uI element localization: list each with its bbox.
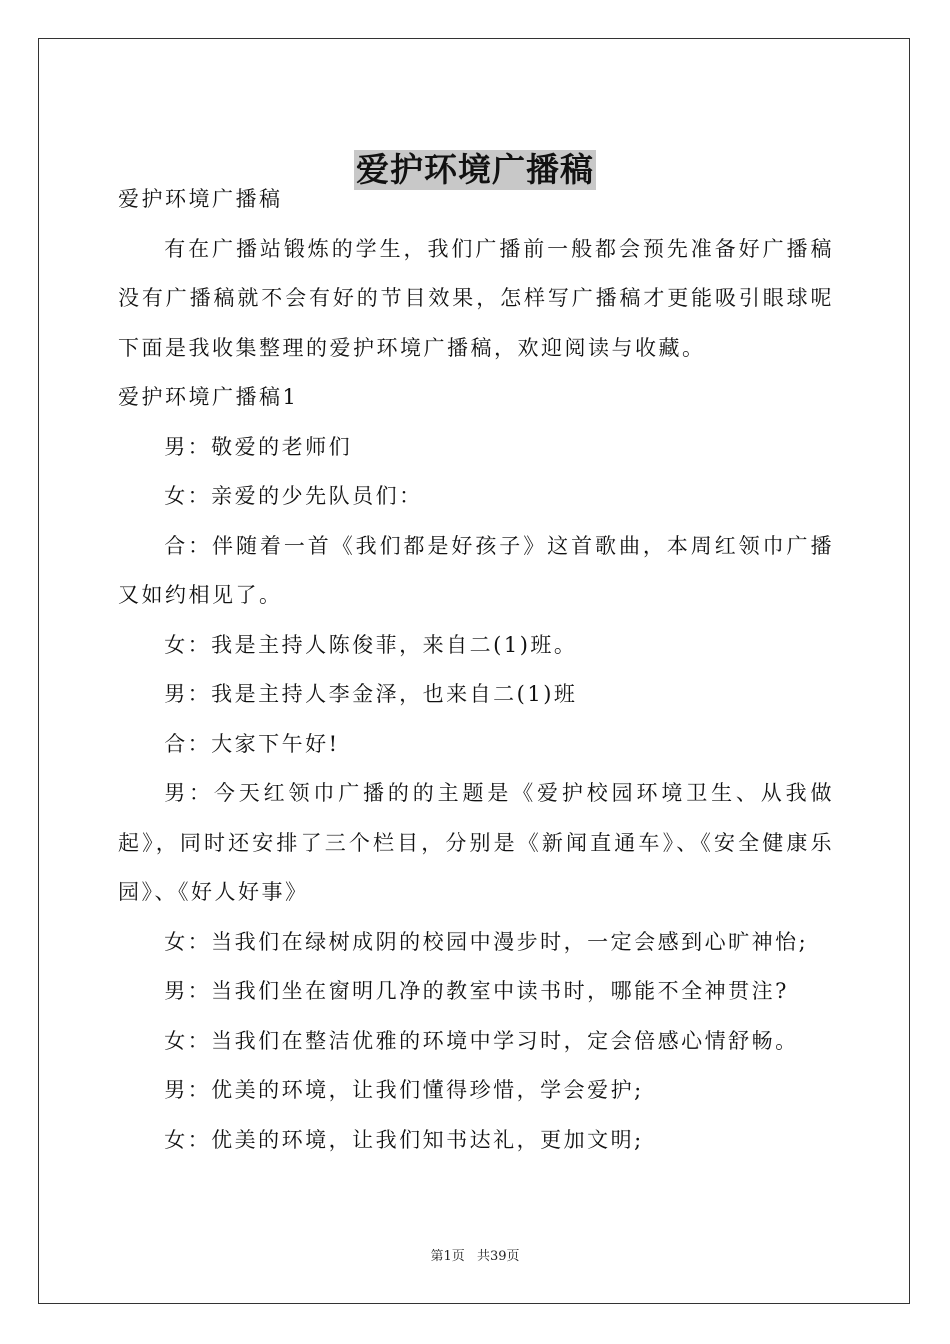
paragraph: 爱护环境广播稿 [118, 187, 283, 211]
paragraph: 男：今天红领巾广播的的主题是《爱护校园环境卫生、从我做起》，同时还安排了三个栏目，分别是《新闻直通车》、《安全健康乐园》、《好人好事》 [118, 781, 834, 904]
paragraph: 男：我是主持人李金泽，也来自二(1)班 [164, 682, 578, 706]
paragraph: 有在广播站锻炼的学生，我们广播前一般都会预先准备好广播稿没有广播稿就不会有好的节目效果，怎样写广播稿才更能吸引眼球呢下面是我收集整理的爱护环境广播稿，欢迎阅读与收藏。 [118, 236, 834, 360]
paragraph: 合：伴随着一首《我们都是好孩子》这首歌曲，本周红领巾广播又如约相见了。 [118, 533, 834, 607]
paragraph: 男：优美的环境，让我们懂得珍惜，学会爱护; [164, 1078, 644, 1102]
paragraph: 女：当我们在绿树成阴的校园中漫步时，一定会感到心旷神怡; [164, 929, 809, 954]
paragraph: 女：当我们在整洁优雅的环境中学习时，定会倍感心情舒畅。 [164, 1028, 799, 1053]
paragraph: 男：敬爱的老师们 [164, 434, 353, 459]
page-footer [0, 1248, 950, 1266]
page-number: 第1页 [430, 1249, 465, 1264]
paragraph: 女：优美的环境，让我们知书达礼，更加文明; [164, 1127, 644, 1152]
paragraph: 合：大家下午好! [164, 731, 340, 756]
paragraph: 男：当我们坐在窗明几净的教室中读书时，哪能不全神贯注? [164, 979, 789, 1003]
document-body [118, 175, 834, 1165]
paragraph: 女：我是主持人陈俊菲，来自二(1)班。 [164, 632, 578, 657]
page-total: 共39页 [476, 1249, 520, 1264]
paragraph: 女：亲爱的少先队员们： [164, 484, 423, 508]
document-title: 爱护环境广播稿 [356, 150, 594, 190]
paragraph: 爱护环境广播稿1 [118, 385, 299, 409]
